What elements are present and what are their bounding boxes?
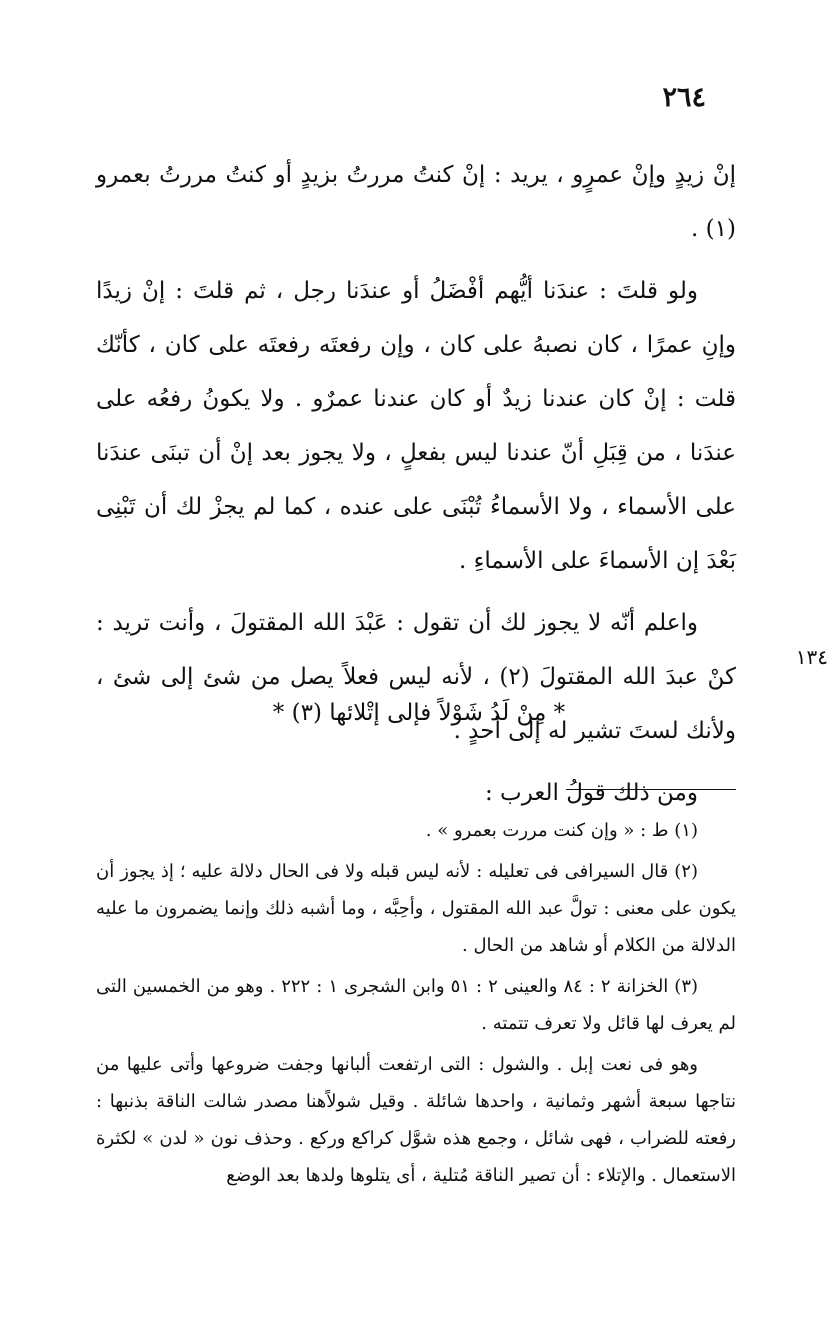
paragraph-1: إنْ زيدٍ وإنْ عمرٍو ، يريد : إنْ كنتُ مررتُ بزيدٍ أو كنتُ مررتُ بعمرو (١) .	[96, 162, 736, 242]
main-text	[96, 148, 736, 828]
page-number: ٢٦٤	[662, 82, 706, 113]
footnote-3: (٣) الخزانة ٢ : ٨٤ والعينى ٢ : ٥١ وابن الشجرى ١ : ٢٢٢ . وهو من الخمسين التى لم يعرف لها قائل ولا تعرف تتمته .	[96, 976, 736, 1034]
paragraph-3: واعلم أنّه لا يجوز لك أن تقول : عَبْدَ الله المقتولَ ، وأنت تريد : كنْ عبدَ الله المقتولَ (٢) ، لأنه ليس فعلاً يصل من شئ إلى شئ ، ولأنك لستَ تشير له إلى أحدٍ .	[96, 610, 736, 744]
footnote-3-continuation: وهو فى نعت إبل . والشول : التى ارتفعت ألبانها وجفت ضروعها وأتى عليها من نتاجها سبعة أشهر وثمانية ، واحدها شائلة . وقيل شولاًهنا مصدر شالت الناقة بذنبها : رفعته للضراب ، فهى شائل ، وجمع هذه شوَّل كراكع وركع . وحذف نون « لدن » لكثرة الاستعمال . والإتلاء : أن تصير الناقة مُتلية ، أى يتلوها ولدها بعد الوضع	[96, 1054, 736, 1186]
paragraph-2: ولو قلتَ : عندَنا أيُّهم أفْضَلُ أو عندَنا رجل ، ثم قلتَ : إنْ زيدًا وإنِ عمرًا ، كان نصبهُ على كان ، وإن رفعتَه رفعتَه على كان ، كأنّك قلت : إنْ كان عندنا زيدٌ أو كان عندنا عمرٌو . ولا يكونُ رفعُه على عندَنا ، من قِبَلِ أنّ عندنا ليس بفعلٍ ، ولا يجوز بعد إنْ أن تبنَى عندَنا على الأسماء ، ولا الأسماءُ تُبْنَى على عنده ، كما لم يجزْ لك أن تَبْنِى بَعْدَ إن الأسماءَ على الأسماءِ .	[96, 278, 736, 574]
footnotes	[96, 812, 736, 1198]
footnote-divider	[566, 789, 736, 790]
footnote-2: (٢) قال السيرافى فى تعليله : لأنه ليس قبله ولا فى الحال دلالة عليه ؛ إذ يجوز أن يكون على معنى : تولَّ عبد الله المقتول ، وأحِبَّه ، وما أشبه ذلك وإنما يضمرون ما عليه الدلالة من الكلام أو شاهد من الحال .	[96, 861, 736, 956]
verse-line: * مِنْ لَدُ شَوْلاً فإلى إتْلائها (٣) *	[272, 700, 566, 726]
margin-reference-number: ١٣٤	[795, 645, 828, 669]
footnote-1: (١) ط : « وإن كنت مررت بعمرو » .	[425, 820, 698, 841]
paragraph-4: ومن ذلك قولُ العرب :	[485, 780, 698, 806]
